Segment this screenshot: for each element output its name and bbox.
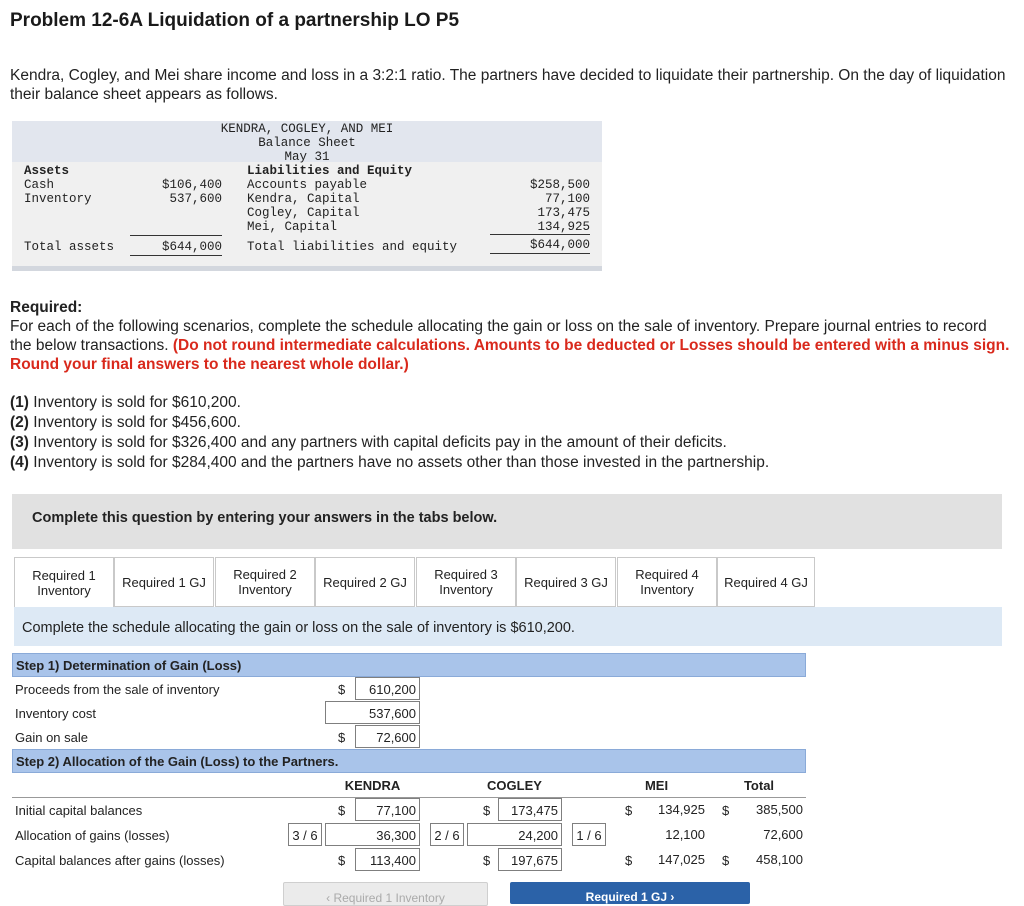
bs-liability-label: Kendra, Capital: [247, 192, 360, 206]
initial-label: Initial capital balances: [15, 803, 143, 818]
bs-asset-value: $106,400: [161, 178, 222, 192]
step1-header: Step 1) Determination of Gain (Loss): [12, 653, 806, 677]
table-row: [12, 848, 806, 872]
proceeds-label: Proceeds from the sale of inventory: [15, 682, 220, 697]
mei-after-value: 147,025: [639, 848, 708, 871]
balance-sheet-footer-band: [12, 266, 602, 271]
currency-sign: $: [483, 853, 491, 868]
col-total: Total: [743, 778, 775, 793]
tab-required-4-gj[interactable]: Required 4 GJ: [717, 557, 815, 607]
list-item: (4) Inventory is sold for $284,400 and the partners have no assets other than those invested in the partnership.: [10, 454, 770, 471]
cogley-alloc-input[interactable]: 24,200: [467, 823, 562, 846]
bs-asset-label: Cash: [24, 178, 55, 192]
bs-date: May 31: [284, 150, 330, 164]
currency-sign: $: [338, 803, 346, 818]
mei-fraction-input[interactable]: 1 / 6: [572, 823, 606, 846]
kendra-after-input[interactable]: 113,400: [355, 848, 420, 871]
bs-company: KENDRA, COGLEY, AND MEI: [220, 122, 394, 136]
table-row: [12, 798, 806, 822]
tab-instruction: [14, 607, 1002, 646]
inventory-cost-label: Inventory cost: [15, 706, 96, 721]
list-item: (3) Inventory is sold for $326,400 and any partners with capital deficits pay in the amount of their deficits.: [10, 434, 727, 451]
instruction-banner: [12, 494, 1002, 549]
currency-sign: $: [625, 803, 633, 818]
next-button[interactable]: Required 1 GJ ›: [510, 882, 750, 904]
table-row: [12, 701, 806, 725]
cogley-initial-input[interactable]: 173,475: [498, 798, 562, 821]
bs-liability-value: $258,500: [529, 178, 590, 192]
cogley-fraction-input[interactable]: 2 / 6: [430, 823, 464, 846]
tab-required-2-inventory[interactable]: Required 2 Inventory: [215, 557, 315, 607]
table-row: [12, 677, 806, 701]
page-title: Problem 12-6A Liquidation of a partnership LO P5: [10, 10, 460, 31]
alloc-label: Allocation of gains (losses): [15, 828, 170, 843]
total-initial-value: 385,500: [737, 798, 806, 821]
bs-liability-value: 173,475: [537, 206, 590, 220]
currency-sign: $: [483, 803, 491, 818]
table-row: [12, 823, 806, 847]
bs-total-assets: $644,000: [130, 235, 222, 256]
banner-text: Complete this question by entering your answers in the tabs below.: [32, 510, 498, 526]
required-section: [10, 298, 1010, 374]
total-alloc-value: 72,600: [712, 823, 806, 846]
bs-liability-value: 77,100: [544, 192, 590, 206]
gain-input[interactable]: 72,600: [355, 725, 420, 748]
proceeds-input[interactable]: 610,200: [355, 677, 420, 700]
list-item: (1) Inventory is sold for $610,200.: [10, 394, 241, 411]
col-kendra: KENDRA: [344, 778, 401, 793]
tab-required-1-inventory[interactable]: Required 1 Inventory: [14, 557, 114, 607]
bs-title: Balance Sheet: [258, 136, 356, 150]
inventory-cost-input[interactable]: 537,600: [325, 701, 420, 724]
scenario-list: [10, 393, 769, 473]
required-text: For each of the following scenarios, complete the schedule allocating the gain or loss on the sale of inventory. Prepare journal entries to record the below transactions.: [10, 318, 987, 354]
mei-initial-value: 134,925: [639, 798, 708, 821]
instruction-text: Complete the schedule allocating the gain or loss on the sale of inventory is $610,200.: [22, 620, 575, 636]
bs-assets-heading: Assets: [24, 164, 70, 178]
kendra-fraction-input[interactable]: 3 / 6: [288, 823, 322, 846]
currency-sign: $: [338, 730, 346, 745]
required-note: (Do not round intermediate calculations. Amounts to be deducted or Losses should be entered with a minus sign. Round your final answers to the nearest whole dollar.): [10, 337, 1010, 373]
intro-text: Kendra, Cogley, and Mei share income and loss in a 3:2:1 ratio. The partners have decided to liquidate their partnership. On the day of liquidation their balance sheet appears as follows.: [10, 67, 1006, 103]
total-after-value: 458,100: [737, 848, 806, 871]
prev-button[interactable]: ‹ Required 1 Inventory: [283, 882, 488, 906]
list-item: (2) Inventory is sold for $456,600.: [10, 414, 241, 431]
bs-total-le: $644,000: [490, 238, 590, 254]
col-mei: MEI: [644, 778, 669, 793]
currency-sign: $: [722, 803, 730, 818]
tab-required-3-inventory[interactable]: Required 3 Inventory: [416, 557, 516, 607]
bs-liability-label: Accounts payable: [247, 178, 368, 192]
required-heading: Required:: [10, 299, 83, 316]
mei-alloc-value: 12,100: [609, 823, 708, 846]
col-cogley: COGLEY: [487, 778, 542, 793]
kendra-initial-input[interactable]: 77,100: [355, 798, 420, 821]
after-label: Capital balances after gains (losses): [15, 853, 225, 868]
step2-header: Step 2) Allocation of the Gain (Loss) to the Partners.: [12, 749, 806, 773]
bs-liability-label: Mei, Capital: [247, 220, 338, 234]
currency-sign: $: [625, 853, 633, 868]
currency-sign: $: [338, 682, 346, 697]
tab-required-4-inventory[interactable]: Required 4 Inventory: [617, 557, 717, 607]
tab-required-2-gj[interactable]: Required 2 GJ: [315, 557, 415, 607]
currency-sign: $: [722, 853, 730, 868]
bs-asset-value: 537,600: [169, 192, 222, 206]
gain-label: Gain on sale: [15, 730, 88, 745]
column-header-row: [12, 773, 806, 797]
currency-sign: $: [338, 853, 346, 868]
bs-liability-label: Cogley, Capital: [247, 206, 360, 220]
bs-total-assets-label: Total assets: [24, 240, 115, 254]
bs-le-heading: Liabilities and Equity: [247, 164, 413, 178]
tab-required-3-gj[interactable]: Required 3 GJ: [516, 557, 616, 607]
bs-liability-value: 134,925: [490, 220, 590, 235]
bs-asset-label: Inventory: [24, 192, 92, 206]
tab-required-1-gj[interactable]: Required 1 GJ: [114, 557, 214, 607]
table-row: [12, 725, 806, 749]
kendra-alloc-input[interactable]: 36,300: [325, 823, 420, 846]
balance-sheet: [12, 121, 602, 271]
bs-total-le-label: Total liabilities and equity: [247, 240, 458, 254]
cogley-after-input[interactable]: 197,675: [498, 848, 562, 871]
